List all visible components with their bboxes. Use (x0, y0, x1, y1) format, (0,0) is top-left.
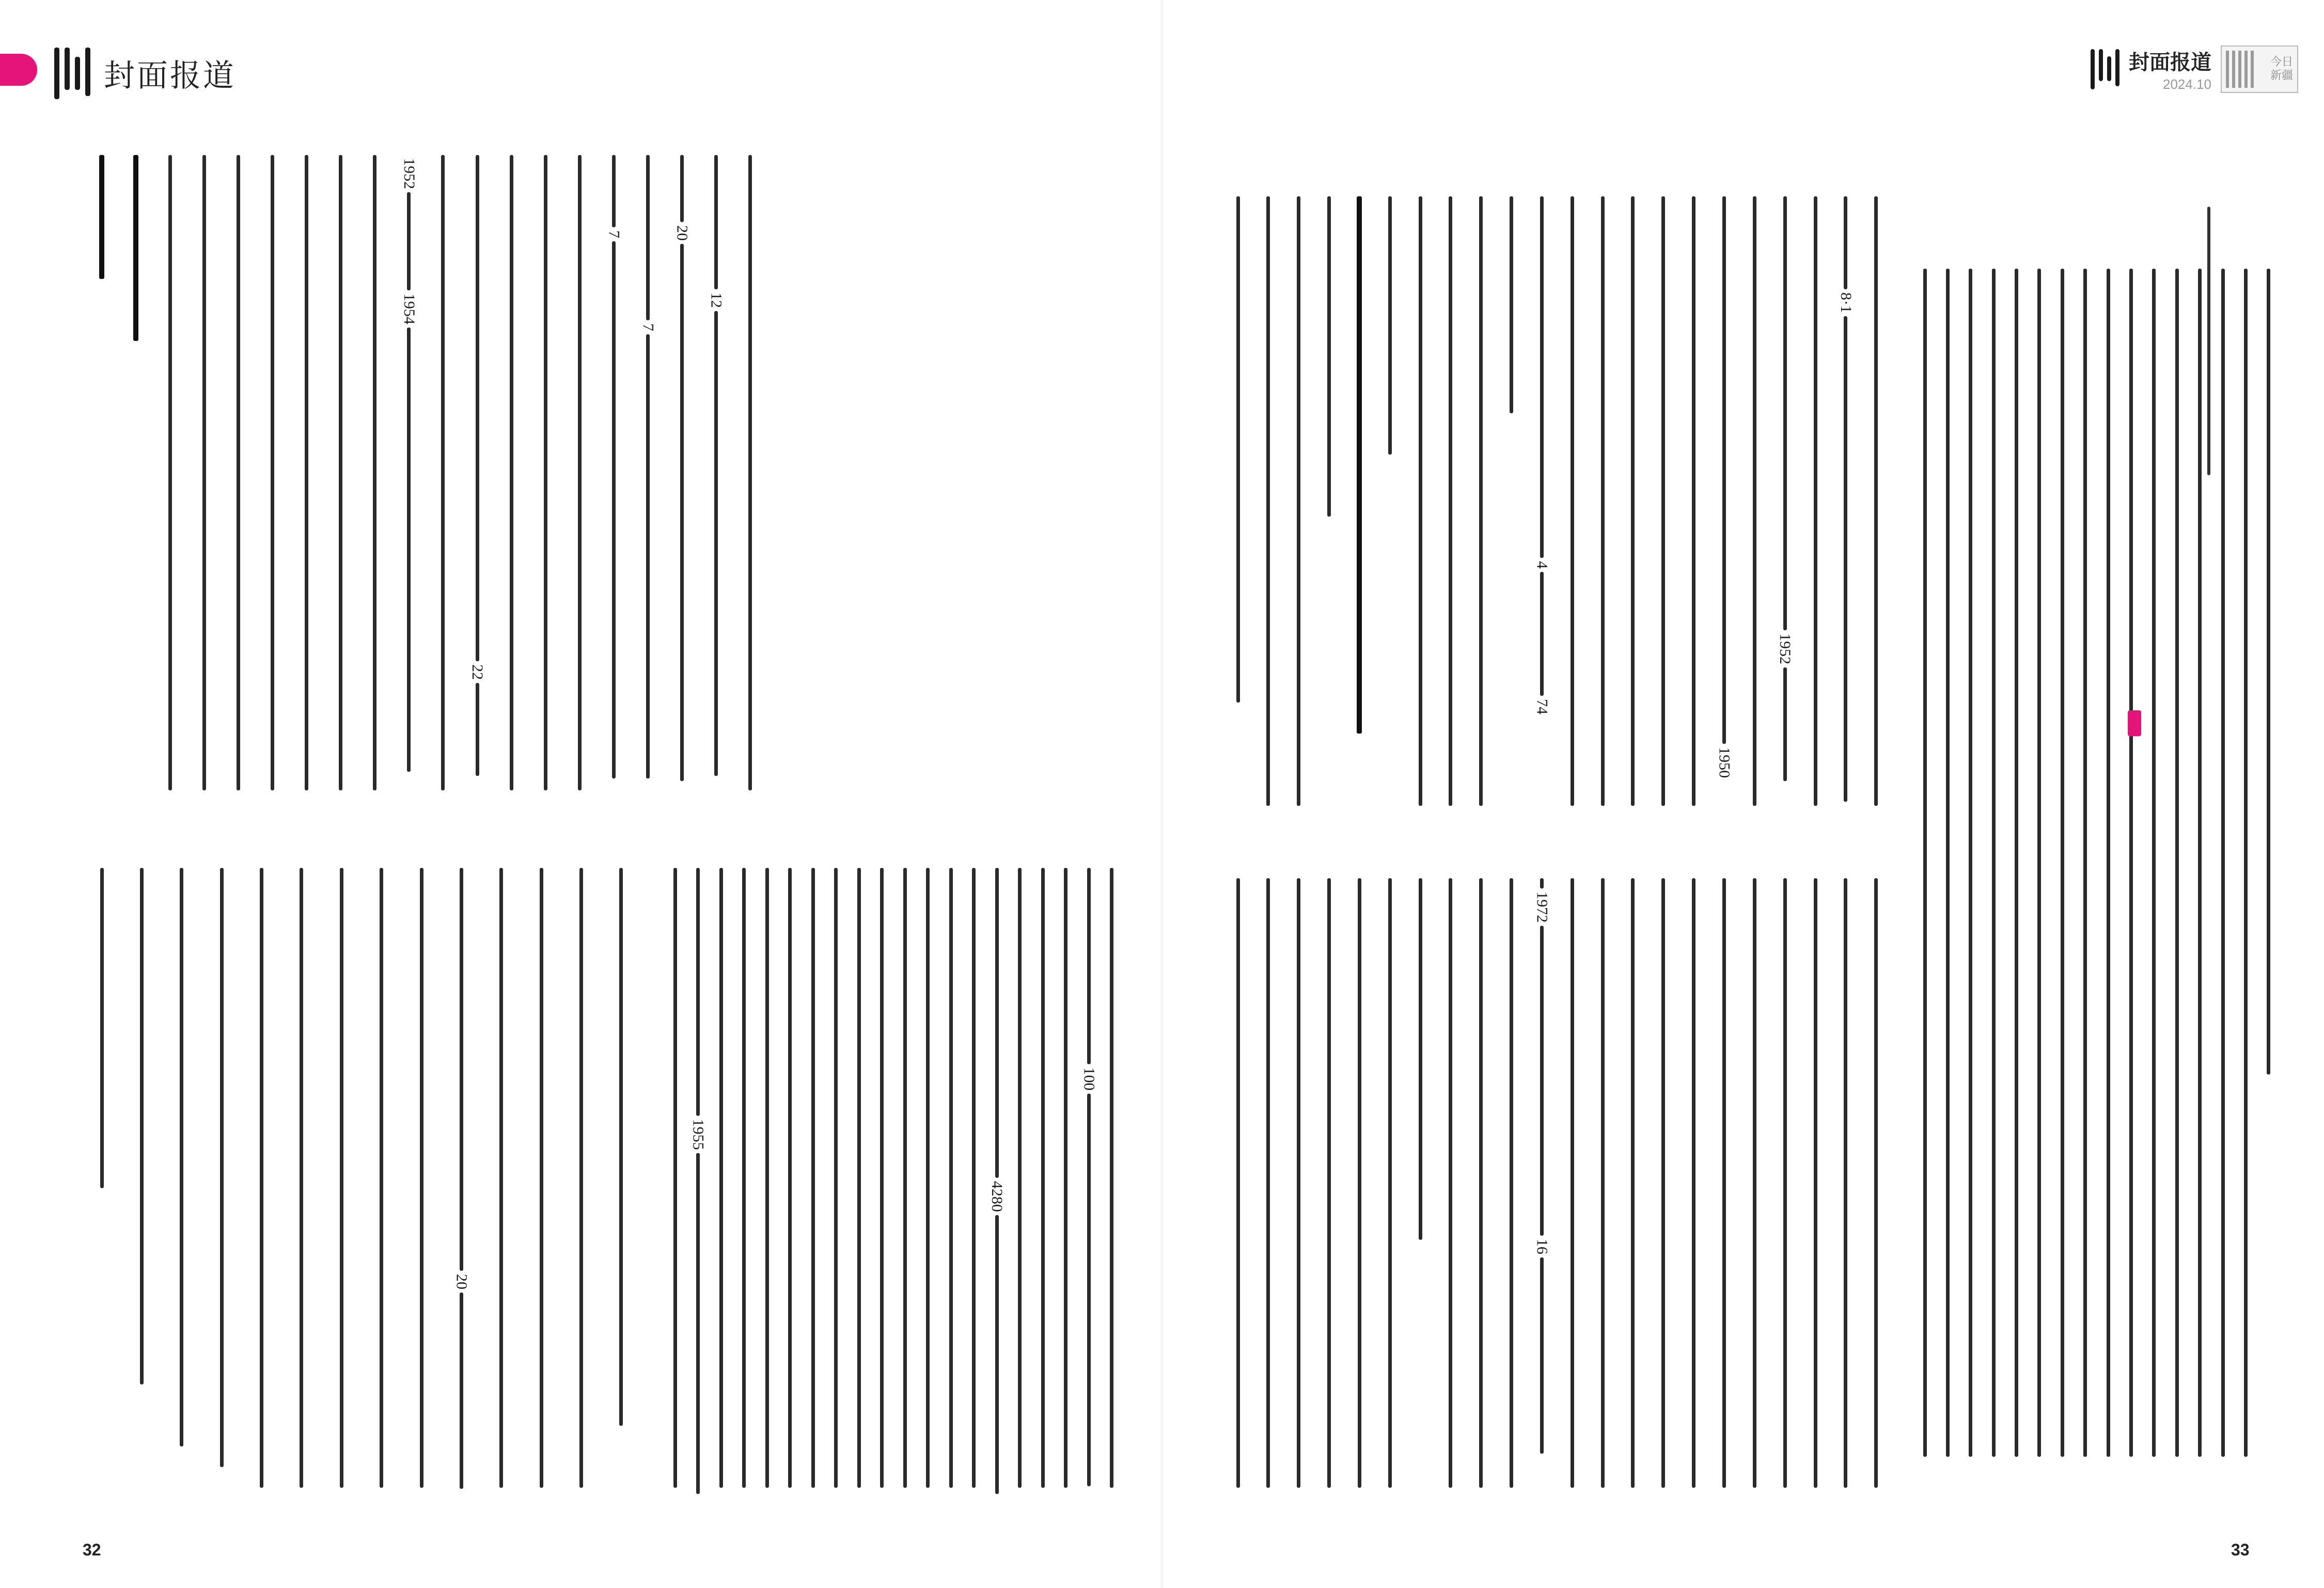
text-column (758, 868, 776, 1519)
text-column (537, 155, 554, 827)
number-run: 4280 (988, 1181, 1006, 1212)
text-column (1260, 196, 1277, 837)
text-column (1229, 196, 1247, 837)
text-column (532, 868, 550, 1519)
section-title: 封面报道 (2129, 51, 2211, 74)
text-column (2168, 269, 2186, 1508)
right-page-header (2091, 45, 2298, 93)
text-column (1916, 269, 1934, 1508)
text-column (1837, 878, 1855, 1519)
mongolian-script-title-icon (2091, 49, 2119, 89)
text-column (1229, 878, 1247, 1519)
text-column (1563, 196, 1581, 837)
text-column (1685, 878, 1703, 1519)
text-column (1939, 269, 1956, 1508)
number-run: 74 (1533, 699, 1551, 714)
text-column (1716, 196, 1733, 837)
text-column (373, 868, 390, 1519)
text-column (827, 868, 845, 1519)
text-column (333, 868, 350, 1519)
subheading (93, 155, 111, 827)
text-column (213, 868, 230, 1519)
text-column (1103, 868, 1121, 1519)
text-column (2260, 269, 2278, 1508)
text-column (1716, 878, 1733, 1519)
text-column (1260, 878, 1277, 1519)
text-column (1807, 878, 1824, 1519)
text-column (942, 868, 960, 1519)
text-column (298, 155, 316, 827)
text-column (1563, 878, 1581, 1519)
text-column (1655, 196, 1672, 837)
section-title: 封面报道 (104, 58, 236, 94)
text-column (708, 155, 725, 827)
text-column (93, 868, 111, 1519)
page-number: 32 (83, 1540, 101, 1559)
text-column (434, 155, 452, 827)
text-column (173, 868, 191, 1519)
text-column (2031, 269, 2048, 1508)
text-column (493, 868, 510, 1519)
text-column (503, 155, 520, 827)
text-column (2008, 269, 2025, 1508)
text-column (195, 155, 213, 827)
text-column (613, 868, 630, 1519)
article-body-upper-right (1229, 196, 1885, 837)
article-body-lower-right (1229, 878, 1885, 1519)
section-tab-marker (0, 54, 37, 86)
number-run: 7 (605, 230, 623, 238)
text-column (965, 868, 983, 1519)
number-run: 1950 (1716, 747, 1733, 778)
text-column (133, 868, 150, 1519)
text-column (1807, 196, 1824, 837)
text-column (1321, 878, 1338, 1519)
text-column (2053, 269, 2071, 1508)
text-column (1381, 878, 1399, 1519)
text-column (1985, 269, 2002, 1508)
text-column (1503, 878, 1520, 1519)
article-body-upper-left (93, 155, 759, 827)
text-column (988, 868, 1006, 1519)
page-number: 33 (2231, 1540, 2250, 1559)
text-column (1472, 196, 1490, 837)
number-run: 12 (708, 292, 725, 308)
number-run: 1955 (689, 1119, 707, 1150)
number-run: 1952 (400, 158, 418, 189)
text-column (1381, 196, 1399, 837)
text-column (735, 868, 753, 1519)
text-column (1442, 196, 1459, 837)
text-column (2099, 269, 2117, 1508)
article-body-lower-left (93, 868, 630, 1519)
text-column (413, 868, 430, 1519)
text-column (253, 868, 271, 1519)
text-column (293, 868, 310, 1519)
text-column (1057, 868, 1075, 1519)
text-column (1011, 868, 1029, 1519)
number-run: 1954 (400, 293, 418, 324)
number-run: 1972 (1533, 892, 1551, 923)
text-column (1321, 196, 1338, 837)
text-column (1624, 196, 1642, 837)
text-column (1594, 196, 1611, 837)
text-column (1746, 878, 1763, 1519)
text-column (1411, 878, 1429, 1519)
number-run: 1952 (1777, 633, 1794, 664)
text-column (1411, 196, 1429, 837)
text-column (1837, 196, 1855, 837)
text-column (1351, 878, 1368, 1519)
number-run: 16 (1533, 1239, 1551, 1254)
text-column (1472, 878, 1490, 1519)
number-run: 8·1 (1837, 292, 1855, 313)
text-column (781, 868, 799, 1519)
number-run: 20 (453, 1274, 470, 1289)
subheading (1351, 196, 1368, 837)
subheading (127, 155, 145, 827)
text-column (1503, 196, 1520, 837)
text-column (1776, 878, 1794, 1519)
text-column (2123, 269, 2140, 1508)
text-column (1867, 878, 1885, 1519)
text-column (1533, 196, 1550, 837)
logo-text: 今日 新疆 (2270, 56, 2293, 82)
text-column (919, 868, 937, 1519)
text-column (689, 868, 707, 1519)
number-run: 4 (1533, 561, 1551, 569)
text-column (804, 868, 822, 1519)
text-column (742, 155, 759, 827)
text-column (1655, 878, 1672, 1519)
text-column (263, 155, 281, 827)
text-column (666, 868, 684, 1519)
text-column (1290, 196, 1308, 837)
issue-date: 2024.10 (2163, 76, 2211, 92)
text-column (712, 868, 730, 1519)
text-column (1594, 878, 1611, 1519)
text-column (2077, 269, 2094, 1508)
text-column (366, 155, 384, 827)
text-column (1442, 878, 1459, 1519)
text-column (1746, 196, 1763, 837)
text-column (1962, 269, 1980, 1508)
text-column (229, 155, 247, 827)
number-run: 20 (673, 225, 691, 241)
number-run: 7 (639, 323, 657, 331)
text-column (896, 868, 914, 1519)
number-run: 100 (1080, 1067, 1098, 1091)
text-column (1533, 878, 1550, 1519)
text-column (161, 155, 179, 827)
text-column (2237, 269, 2254, 1508)
text-column (1034, 868, 1051, 1519)
text-column (571, 155, 588, 827)
text-column (452, 868, 470, 1519)
text-column (468, 155, 486, 827)
left-page-header (54, 48, 236, 99)
text-column (1776, 196, 1794, 837)
text-column (1290, 878, 1308, 1519)
text-column (605, 155, 622, 827)
text-column (332, 155, 350, 827)
text-column (1080, 868, 1097, 1519)
mongolian-script-title-icon (54, 48, 90, 99)
text-column (1867, 196, 1885, 837)
text-column (873, 868, 891, 1519)
text-column (573, 868, 590, 1519)
text-column (1624, 878, 1642, 1519)
text-column (400, 155, 418, 827)
right-page (1162, 0, 2324, 1588)
text-column (2145, 269, 2163, 1508)
number-run: 22 (469, 664, 486, 680)
text-column (850, 868, 868, 1519)
text-column (639, 155, 657, 827)
text-column (1685, 196, 1703, 837)
article-body-outer-right (1916, 269, 2278, 1508)
photo-caption (2195, 207, 2210, 475)
text-column (673, 155, 691, 827)
text-column (2214, 269, 2232, 1508)
magazine-logo-icon (2221, 45, 2298, 93)
article-body-left-center (666, 868, 1121, 1519)
pink-section-marker (2128, 710, 2141, 736)
